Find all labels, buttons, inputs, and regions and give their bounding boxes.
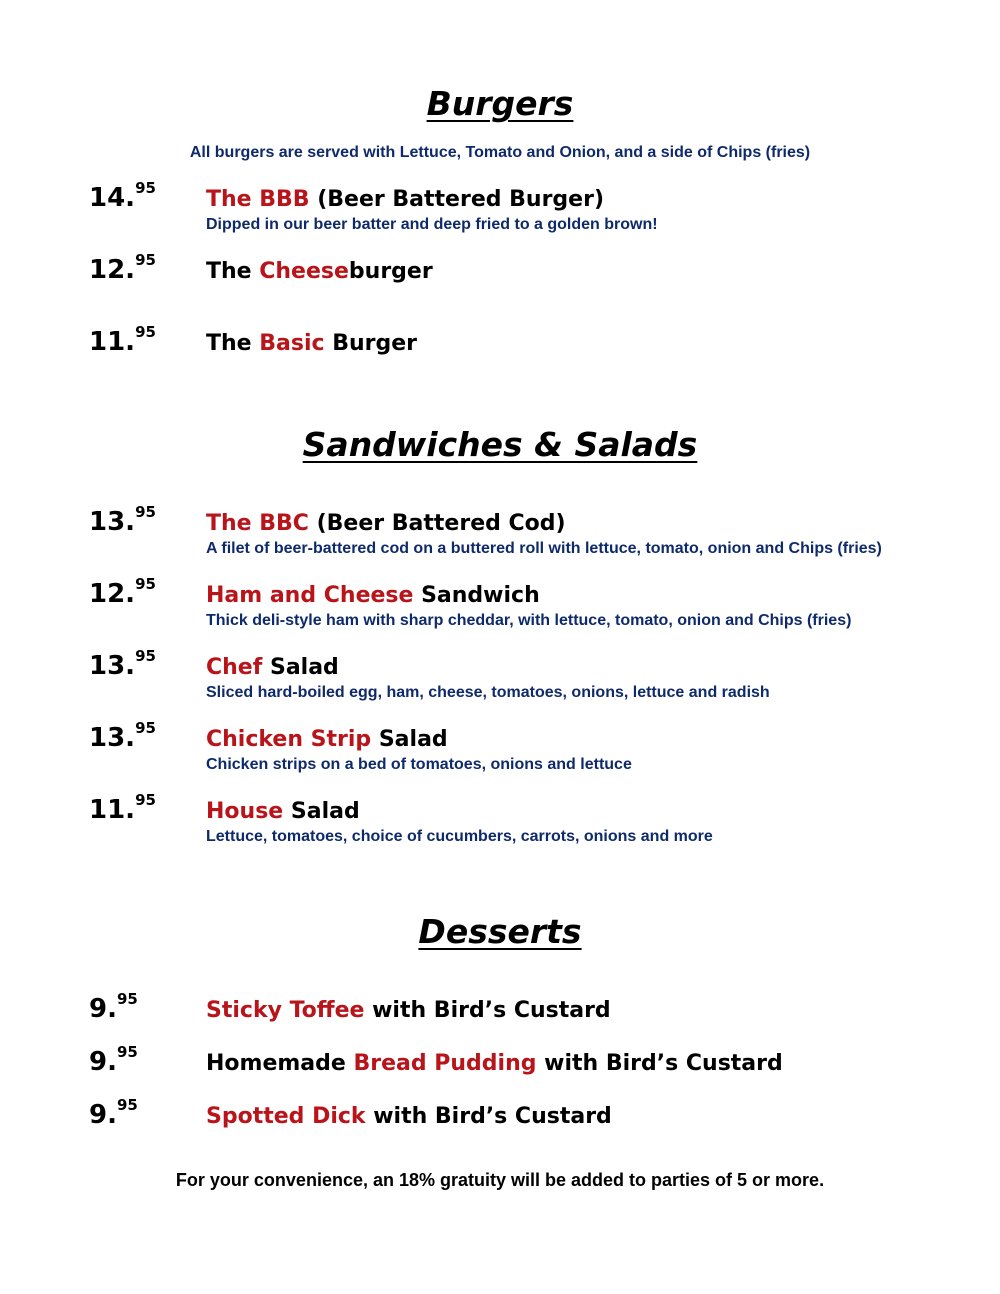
item-name-rest: Salad: [262, 655, 339, 680]
item-name-rest: with Bird’s Custard: [536, 1051, 783, 1076]
item-name-rest: Salad: [371, 727, 448, 752]
item-name-rest: Burger: [324, 331, 418, 356]
item-description: Dipped in our beer batter and deep fried to a golden brown!: [206, 216, 658, 233]
item-name-highlight: House: [206, 799, 284, 824]
item-name-highlight: The BBC: [206, 511, 309, 536]
item-name-highlight: Chicken Strip: [206, 727, 372, 752]
price-cents: 95: [135, 251, 156, 269]
item-name: [206, 996, 611, 1026]
price-cents: 95: [135, 647, 156, 665]
item-name: [206, 1049, 783, 1079]
price-dollars: 9.: [89, 1047, 117, 1077]
price-cents: 95: [135, 323, 156, 341]
menu-item: [0, 647, 1000, 711]
section-title-sandwiches: Sandwiches & Salads: [302, 425, 698, 464]
price-dollars: 14.: [89, 183, 136, 213]
item-name-highlight: Bread Pudding: [353, 1051, 537, 1076]
price-dollars: 9.: [89, 1100, 117, 1130]
price-cents: 95: [135, 791, 156, 809]
item-name: [206, 257, 433, 287]
item-name: [206, 185, 604, 215]
item-price: [89, 179, 156, 213]
item-price: [89, 990, 138, 1024]
item-price: [89, 1043, 138, 1077]
menu-item: [0, 503, 1000, 567]
item-name-prefix: The: [206, 259, 260, 284]
price-dollars: 13.: [89, 723, 136, 753]
item-price: [89, 503, 156, 537]
item-description: Sliced hard-boiled egg, ham, cheese, tomatoes, onions, lettuce and radish: [206, 684, 770, 701]
item-name-rest: Salad: [283, 799, 360, 824]
item-name-rest: (Beer Battered Burger): [309, 187, 604, 212]
menu-item: [0, 719, 1000, 783]
item-price: [89, 719, 156, 753]
item-name-highlight: Cheese: [259, 259, 349, 284]
item-name: [206, 797, 360, 827]
menu-item: [0, 323, 1000, 387]
menu-item: [0, 251, 1000, 315]
item-name: [206, 725, 448, 755]
item-name-rest: with Bird’s Custard: [364, 998, 611, 1023]
price-cents: 95: [116, 1043, 138, 1061]
menu-item: [0, 1043, 1000, 1107]
item-name: [206, 581, 540, 611]
price-dollars: 11.: [89, 795, 136, 825]
price-dollars: 11.: [89, 327, 136, 357]
menu-item: [0, 575, 1000, 639]
price-dollars: 12.: [89, 579, 136, 609]
price-dollars: 13.: [89, 651, 136, 681]
item-description: Chicken strips on a bed of tomatoes, onions and lettuce: [206, 756, 632, 773]
section-title-desserts: Desserts: [418, 912, 582, 951]
item-name: [206, 1102, 612, 1132]
price-dollars: 12.: [89, 255, 136, 285]
menu-item: [0, 179, 1000, 243]
price-cents: 95: [135, 179, 156, 197]
price-cents: 95: [135, 719, 156, 737]
item-description: Thick deli-style ham with sharp cheddar, with lettuce, tomato, onion and Chips (fries): [206, 612, 852, 629]
item-name-rest: burger: [348, 259, 433, 284]
item-price: [89, 1096, 138, 1130]
gratuity-note: For your convenience, an 18% gratuity will be added to parties of 5 or more.: [175, 1170, 825, 1190]
item-name-rest: Sandwich: [413, 583, 540, 608]
burgers-note: All burgers are served with Lettuce, Tomato and Onion, and a side of Chips (fries): [189, 144, 811, 161]
item-description: Lettuce, tomatoes, choice of cucumbers, carrots, onions and more: [206, 828, 713, 845]
item-price: [89, 575, 156, 609]
price-cents: 95: [135, 575, 156, 593]
item-price: [89, 251, 156, 285]
item-name: [206, 329, 417, 359]
item-name-highlight: Chef: [206, 655, 263, 680]
menu-item: [0, 791, 1000, 855]
item-name-highlight: Sticky Toffee: [206, 998, 365, 1023]
item-name-rest: with Bird’s Custard: [365, 1104, 612, 1129]
item-name: [206, 509, 566, 539]
item-price: [89, 323, 156, 357]
price-dollars: 9.: [89, 994, 117, 1024]
item-name-highlight: Spotted Dick: [206, 1104, 366, 1129]
price-cents: 95: [135, 503, 156, 521]
item-name-highlight: Ham and Cheese: [206, 583, 414, 608]
section-title-burgers: Burgers: [426, 84, 574, 123]
price-dollars: 13.: [89, 507, 136, 537]
item-description: A filet of beer-battered cod on a buttered roll with lettuce, tomato, onion and Chips (fries): [206, 540, 882, 557]
item-name: [206, 653, 339, 683]
item-name-prefix: Homemade: [206, 1051, 354, 1076]
item-price: [89, 647, 156, 681]
price-cents: 95: [116, 1096, 138, 1114]
menu-item: [0, 990, 1000, 1054]
item-name-rest: (Beer Battered Cod): [308, 511, 566, 536]
menu-item: [0, 1096, 1000, 1160]
item-price: [89, 791, 156, 825]
price-cents: 95: [116, 990, 138, 1008]
item-name-prefix: The: [206, 331, 260, 356]
item-name-highlight: The BBB: [206, 187, 310, 212]
item-name-highlight: Basic: [259, 331, 325, 356]
